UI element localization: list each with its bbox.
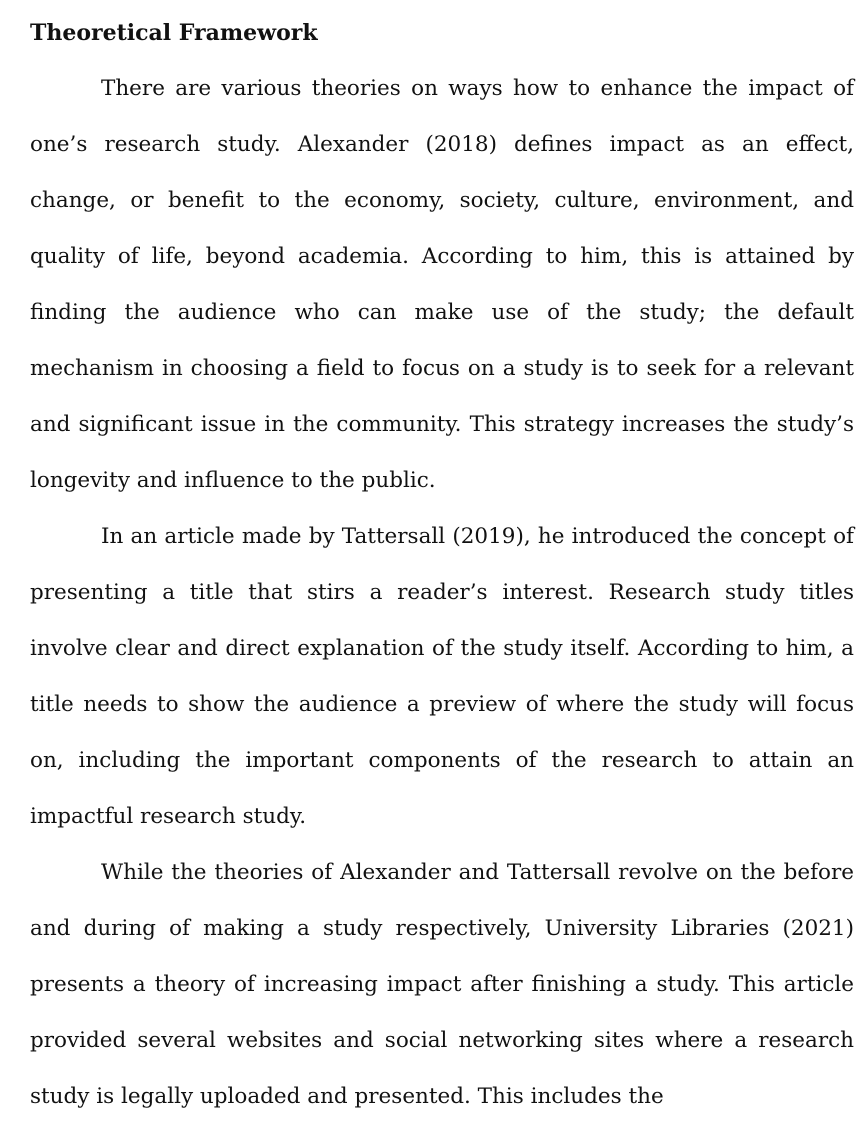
paragraph-university-libraries: While the theories of Alexander and Tattersall revolve on the before and during of making a study respectively, University Libraries (2021) presents a theory of increasing impact after finishing a study. This article provided several websites and social networking sites where a research study is legally uploaded and presented. This includes the xyxy=(30,860,854,1109)
paragraph-alexander: There are various theories on ways how to enhance the impact of one’s research study. Alexander (2018) defines impact as an effect, change, or benefit to the economy, society, culture, environment, and quality of life, beyond academia. According to him, this is attained by finding the audience who can make use of the study; the default mechanism in choosing a field to focus on a study is to seek for a relevant and significant issue in the community. This strategy increases the study’s longevity and influence to the public. xyxy=(30,76,854,493)
paragraph-tattersall: In an article made by Tattersall (2019), he introduced the concept of presenting a title that stirs a reader’s interest. Research study titles involve clear and direct explanation of the study itself. According to him, a title needs to show the audience a preview of where the study will focus on, including the important components of the research to attain an impactful research study. xyxy=(30,524,854,829)
section-heading: Theoretical Framework xyxy=(30,20,318,46)
